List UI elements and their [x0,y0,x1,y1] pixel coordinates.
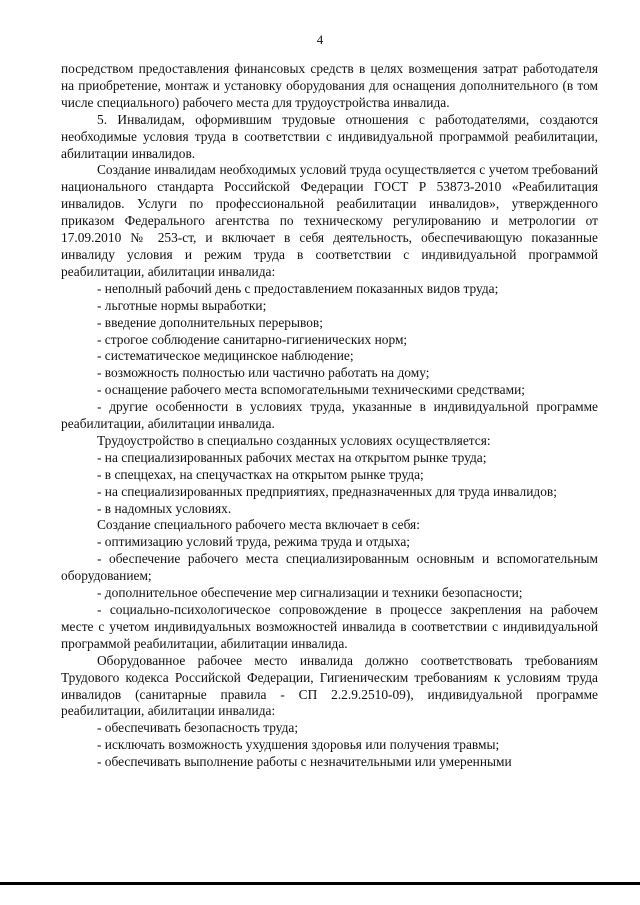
list-item: - исключать возможность ухудшения здоровья или получения травмы; [97,737,500,753]
list-item: - систематическое медицинское наблюдение; [97,348,354,364]
list-item: - обеспечение рабочего места специализированным основным и вспомогательным оборудованием; [61,551,598,584]
paragraph-employment-intro: Трудоустройство в специально созданных условиях осуществляется: [97,432,491,448]
list-item: - льготные нормы выработки; [97,297,267,313]
list-item: - неполный рабочий день с предоставлением показанных видов труда; [97,280,499,296]
list-item: - социально-психологическое сопровождение в процессе закрепления на рабочем месте с учетом индивидуальных возможностей инвалида в соответствии с индивидуальной программой реабилитации, абилитации инвалида. [61,602,598,651]
list-item: - оптимизацию условий труда, режима труда и отдыха; [97,534,411,550]
paragraph-working-conditions: Создание инвалидам необходимых условий труда осуществляется с учетом требований национального стандарта Российской Федерации ГОСТ Р 53873-2010 «Реабилитация инвалидов. Услуги по профессиональной реабилитации инвалидов», утвержденного приказом Федерального агентства по техническому регулированию и метрологии от 17.09.2010 № 253-ст, и включает в себя деятельность, обеспечивающую показанные инвалиду условия и режим труда в соответствии с индивидуальной программой реабилитации, абилитации инвалида: [61,162,598,279]
list-item: - в надомных условиях. [97,500,232,516]
page-number: 4 [316,32,324,47]
paragraph-equipped-workplace: Оборудованное рабочее место инвалида должно соответствовать требованиям Трудового кодекса Российской Федерации, Гигиеническим требованиям к условиям труда инвалидов (санитарные правила - СП 2.2.9.2510-09), индивидуальной программе реабилитации, абилитации инвалида: [61,652,598,719]
list-item: - возможность полностью или частично работать на дому; [97,365,430,381]
list-item: - в спеццехах, на спецучастках на открытом рынке труда; [97,466,424,482]
list-item: - другие особенности в условиях труда, указанные в индивидуальной программе реабилитации, абилитации инвалида. [61,399,598,432]
list-item: - оснащение рабочего места вспомогательными техническими средствами; [97,382,525,398]
list-item: - обеспечивать выполнение работы с незначительными или умеренными [97,754,512,770]
paragraph-continuation: посредством предоставления финансовых средств в целях возмещения затрат работодателя на приобретение, монтаж и установку оборудования для оснащения дополнительного (в том числе специального) рабочего места для трудоустройства инвалида. [61,61,598,110]
list-item: - на специализированных предприятиях, предназначенных для труда инвалидов; [97,483,557,499]
list-item: - строгое соблюдение санитарно-гигиенических норм; [97,331,408,347]
list-item: - на специализированных рабочих местах на открытом рынке труда; [97,449,487,465]
list-item: - обеспечивать безопасность труда; [97,720,299,736]
paragraph-special-workplace-intro: Создание специального рабочего места включает в себя: [97,517,420,533]
page-bottom-divider [0,882,640,885]
list-item: - введение дополнительных перерывов; [97,314,323,330]
document-body [61,61,598,771]
list-item: - дополнительное обеспечение мер сигнализации и техники безопасности; [97,585,523,601]
paragraph-item-5: 5. Инвалидам, оформившим трудовые отношения с работодателями, создаются необходимые условия труда в соответствии с индивидуальной программой реабилитации, абилитации инвалидов. [61,111,598,161]
